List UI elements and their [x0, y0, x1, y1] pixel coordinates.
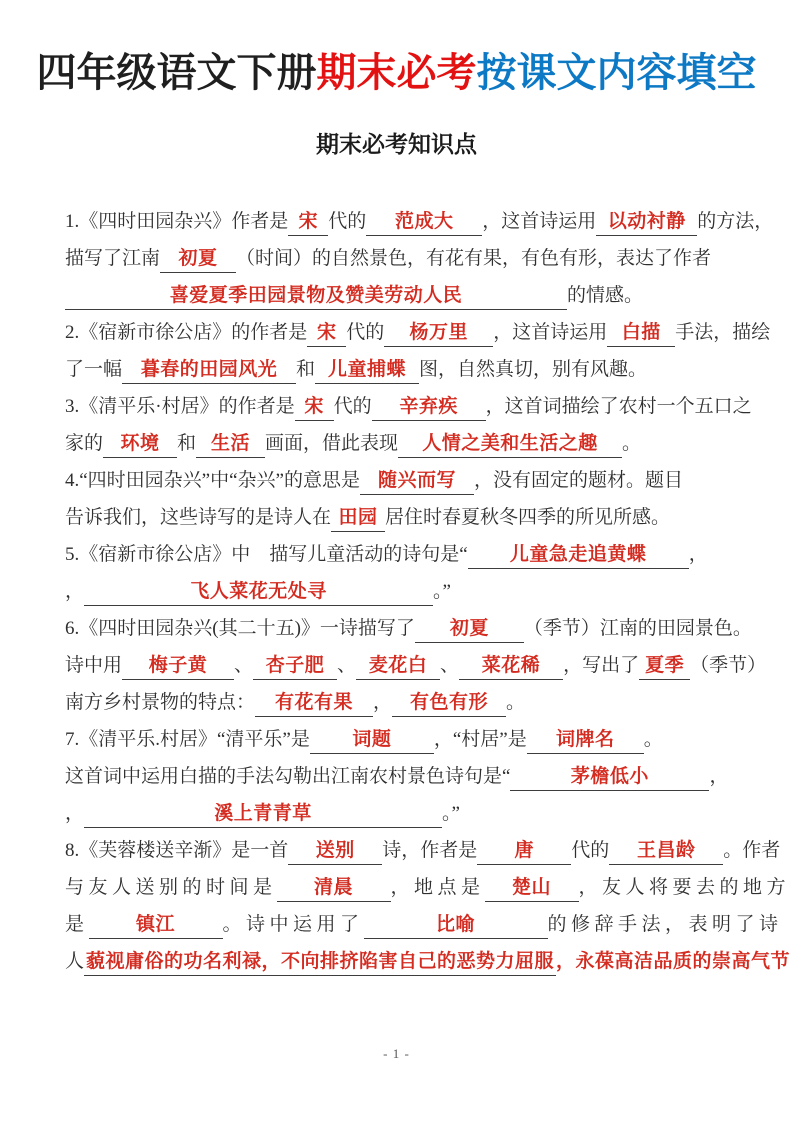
static-text: 家的 — [65, 433, 104, 454]
static-text: ， — [65, 581, 85, 602]
answer-text: 暮春的田园风光 — [140, 359, 278, 380]
answer-blank — [65, 283, 567, 310]
answer-text: 范成大 — [395, 211, 454, 232]
answer-text: 宋 — [304, 396, 324, 417]
question-line — [65, 277, 755, 314]
answer-text: 镇江 — [136, 914, 176, 935]
answer-blank — [607, 320, 675, 347]
answer-text: 环境 — [120, 433, 160, 454]
question-line — [65, 758, 755, 795]
answer-text: 飞人菜花无处寻 — [190, 581, 327, 602]
static-text: 代的 — [571, 840, 610, 861]
static-text: 的方法， — [697, 211, 774, 232]
answer-text: 溪上青青草 — [214, 803, 312, 824]
answer-text: 儿童急走追黄蝶 — [509, 544, 647, 565]
question-line — [65, 869, 791, 906]
static-text: 这首词中运用白描的手法勾勒出江南农村景色诗句是“ — [65, 766, 511, 787]
static-text: 的修辞手法，表明了诗 — [547, 914, 783, 935]
answer-blank — [295, 394, 334, 421]
static-text: ，这首诗运用 — [482, 211, 597, 232]
question-line — [65, 906, 783, 943]
static-text: 4.“四时田园杂兴”中“杂兴”的意思是 — [65, 470, 360, 491]
question-item — [65, 610, 767, 721]
answer-text: 梅子黄 — [148, 655, 208, 676]
questions — [65, 203, 791, 980]
answer-text: 王昌龄 — [637, 840, 696, 861]
answer-blank — [160, 246, 236, 273]
answer-blank — [510, 764, 709, 791]
static-text: 手法，描绘 — [675, 322, 771, 343]
static-text: 南方乡村景物的特点： — [65, 692, 256, 713]
static-text: 代的 — [333, 396, 372, 417]
static-text: 。” — [433, 581, 451, 602]
static-text: （时间）的自然景色，有花有果，有色有形，表达了作者 — [236, 248, 712, 269]
answer-blank — [331, 505, 385, 532]
title-part: 期末必考 — [316, 51, 477, 95]
answer-blank — [384, 320, 493, 347]
static-text: ， — [65, 803, 85, 824]
static-text: ，这首词描绘了农村一个五口之 — [485, 396, 752, 417]
question-line — [65, 351, 755, 388]
question-item — [65, 832, 791, 980]
question-line — [65, 388, 755, 425]
answer-text: 田园 — [338, 507, 378, 528]
answer-blank — [84, 949, 556, 976]
answer-blank — [459, 653, 563, 680]
answer-blank — [288, 209, 328, 236]
static-text: （季节） — [690, 655, 767, 676]
answer-blank — [196, 431, 265, 458]
answer-text: 送别 — [315, 840, 355, 861]
answer-text: 有色有形 — [410, 692, 489, 713]
static-text: 6.《四时田园杂兴(其二十五)》一诗描写了 — [65, 618, 415, 639]
answer-blank — [366, 209, 482, 236]
question-line — [65, 425, 755, 462]
question-item — [65, 388, 755, 462]
static-text: 代的 — [328, 211, 367, 232]
answer-text: 白描 — [621, 322, 661, 343]
page-title — [0, 50, 793, 96]
question-line — [65, 943, 791, 980]
static-text: 5.《宿新市徐公店》中 描写儿童活动的诗句是“ — [65, 544, 468, 565]
answer-blank — [310, 727, 434, 754]
static-text: ，写出了 — [563, 655, 640, 676]
static-text: 7.《清平乐.村居》“清平乐”是 — [65, 729, 310, 750]
static-text: 代的 — [346, 322, 385, 343]
answer-text: 藐视庸俗的功名利禄，不向排挤陷害自己的恶势力屈服 — [86, 951, 555, 972]
answer-blank — [356, 653, 440, 680]
answer-text: 喜爱夏季田园景物及赞美劳动人民 — [169, 285, 463, 306]
answer-blank — [468, 542, 689, 569]
question-line — [65, 203, 774, 240]
question-line — [65, 573, 755, 610]
answer-text: 杏子肥 — [265, 655, 325, 676]
static-text: ，这首诗运用 — [493, 322, 608, 343]
answer-blank — [122, 653, 234, 680]
answer-blank — [255, 690, 373, 717]
static-text: 的情感。 — [567, 285, 644, 306]
static-text: 。 — [506, 692, 526, 713]
question-line — [65, 795, 755, 832]
answer-text: 夏季 — [645, 655, 685, 676]
answer-blank — [415, 616, 524, 643]
static-text: ，没有固定的题材。题目 — [473, 470, 683, 491]
answer-text: 生活 — [211, 433, 251, 454]
answer-text: 辛弃疾 — [399, 396, 458, 417]
static-text: ，“村居”是 — [433, 729, 527, 750]
answer-blank — [84, 579, 433, 606]
answer-text: 词题 — [352, 729, 392, 750]
answer-blank — [477, 838, 571, 865]
static-text: 。作者 — [723, 840, 781, 861]
answer-text: 唐 — [514, 840, 535, 861]
answer-blank — [639, 653, 690, 680]
question-line — [65, 684, 755, 721]
question-line — [65, 721, 755, 758]
answer-text: 词牌名 — [555, 729, 615, 750]
question-line — [65, 832, 781, 869]
answer-text: 人情之美和生活之趣 — [422, 433, 598, 454]
question-line — [65, 462, 755, 499]
question-line — [65, 610, 755, 647]
static-text: 居住时春夏秋冬四季的所见所感。 — [385, 507, 671, 528]
answer-text: 初夏 — [178, 248, 218, 269]
question-line — [65, 647, 767, 684]
static-text: ，地点是 — [390, 877, 485, 898]
answer-text: 杨万里 — [409, 322, 469, 343]
answer-text: 随兴而写 — [377, 470, 456, 491]
answer-text: 麦花白 — [368, 655, 428, 676]
page-footer: - 1 - — [383, 1046, 410, 1061]
static-text: 1.《四时田园杂兴》作者是 — [65, 211, 289, 232]
answer-blank — [360, 468, 474, 495]
answer-text: 以动衬静 — [607, 211, 686, 232]
static-text: 。诗中运用了 — [222, 914, 364, 935]
question-item — [65, 721, 755, 832]
answer-text: 初夏 — [449, 618, 489, 639]
static-text: 与友人送别的时间是 — [65, 877, 277, 898]
static-text: （季节）江南的田园景色。 — [523, 618, 752, 639]
question-item — [65, 203, 774, 314]
static-text: 诗，作者是 — [382, 840, 478, 861]
static-text: 画面，借此表现 — [265, 433, 399, 454]
answer-blank — [89, 912, 223, 939]
static-text: 。” — [442, 803, 460, 824]
question-line — [65, 536, 755, 573]
answer-blank — [392, 690, 506, 717]
static-text: ， — [709, 766, 729, 787]
question-line — [65, 314, 771, 351]
static-text: ， — [373, 692, 393, 713]
question-item — [65, 536, 755, 610]
title-part: 四年级语文下册 — [36, 51, 317, 95]
static-text: 和 — [296, 359, 316, 380]
answer-blank — [277, 875, 391, 902]
answer-blank — [485, 875, 579, 902]
answer-blank — [122, 357, 296, 384]
question-line — [65, 499, 755, 536]
static-text: 。 — [622, 433, 642, 454]
answer-blank — [364, 912, 548, 939]
static-text: ， — [688, 544, 708, 565]
answer-text: 有花有果 — [275, 692, 354, 713]
title-part: 按课文内容填空 — [476, 51, 757, 95]
question-line — [65, 240, 755, 277]
static-text: 人 — [65, 951, 85, 972]
answer-text: 清晨 — [314, 877, 354, 898]
answer-text: 茅檐低小 — [570, 766, 649, 787]
answer-blank — [288, 838, 382, 865]
question-item — [65, 462, 755, 536]
static-text: 、 — [337, 655, 357, 676]
answer-text: 菜花稀 — [481, 655, 541, 676]
answer-text: 宋 — [317, 322, 337, 343]
static-text: 了一幅 — [65, 359, 123, 380]
answer-text: 儿童捕蝶 — [328, 359, 407, 380]
page-subtitle: 期末必考知识点 — [316, 131, 477, 157]
static-text: ，友人将要去的地方 — [578, 877, 791, 898]
answer-blank — [103, 431, 177, 458]
static-text: 、 — [440, 655, 460, 676]
answer-blank — [253, 653, 337, 680]
answer-text: 宋 — [298, 211, 319, 232]
question-item — [65, 314, 771, 388]
answer-text-plain: ，永葆高洁品质的崇高气节 — [556, 951, 791, 972]
answer-blank — [315, 357, 419, 384]
answer-blank — [84, 801, 442, 828]
static-text: 告诉我们，这些诗写的是诗人在 — [65, 507, 332, 528]
answer-text: 比喻 — [436, 914, 476, 935]
static-text: 诗中用 — [65, 655, 123, 676]
static-text: 。 — [643, 729, 663, 750]
answer-text: 楚山 — [512, 877, 552, 898]
answer-blank — [307, 320, 346, 347]
static-text: 图，自然真切，别有风趣。 — [419, 359, 648, 380]
static-text: 和 — [177, 433, 197, 454]
answer-blank — [527, 727, 644, 754]
static-text: 是 — [65, 914, 89, 935]
answer-blank — [609, 838, 723, 865]
answer-blank — [596, 209, 697, 236]
static-text: 8.《芙蓉楼送辛渐》是一首 — [65, 840, 289, 861]
answer-blank — [372, 394, 486, 421]
static-text: 描写了江南 — [65, 248, 161, 269]
answer-blank — [398, 431, 622, 458]
static-text: 2.《宿新市徐公店》的作者是 — [65, 322, 308, 343]
static-text: 、 — [234, 655, 254, 676]
static-text: 3.《清平乐·村居》的作者是 — [65, 396, 295, 417]
